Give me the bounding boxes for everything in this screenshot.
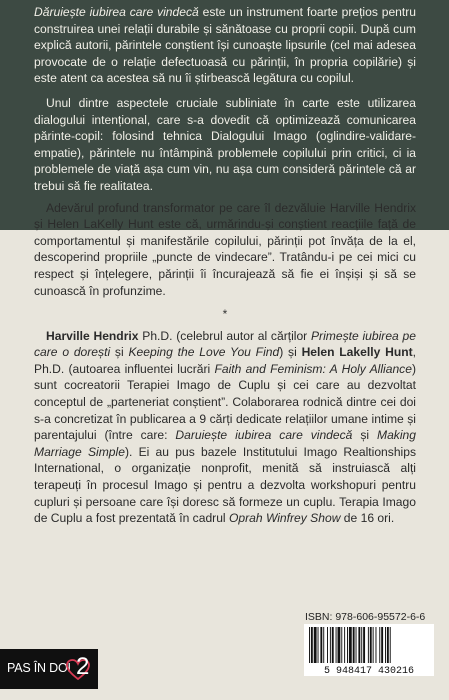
barcode: [304, 624, 434, 676]
barcode-bar: [314, 627, 317, 663]
barcode-bar: [332, 627, 334, 663]
barcode-bar: [320, 627, 322, 663]
bio-text-4: , Ph.D. (autoarea influentei lucrări: [34, 345, 416, 376]
barcode-bar: [353, 627, 355, 663]
barcode-bar: [318, 627, 319, 663]
tv-show-title: Oprah Winfrey Show: [228, 511, 341, 526]
intro-paragraph-1-text: este un instrument foarte prețios pentru construirea unei relații durabile și sănătoase cu proprii copii. După cum explică autorii, părintele conștient își cunoaște lipsurile (cel mai adesea provocate de o relație defectuoasă cu părinții, în propria copilărie) și este atent ca acestea să nu îi știrbească legătura cu copilul.: [34, 5, 417, 86]
intro-paragraph-3: Adevărul profund transformator pe care îl dezvăluie Harville Hendrix și Helen LaKelly Hunt este că, urmărindu-și conștient reacțiile față de comportamentul și manifestările copilului, părinții pot învăța de la el, descoperind propriile „puncte de vindecare”. Tratându-i pe cei mici cu respect și înțelegere, părinții îi încurajează să fie ei înșiși și să se cunoască în profunzime.: [34, 200, 416, 298]
barcode-bar: [311, 627, 313, 663]
barcode-bar: [373, 627, 374, 663]
barcode-bar: [336, 627, 337, 663]
section-divider: *: [222, 307, 228, 322]
book-title-5: Making Marriage Simple: [34, 428, 416, 459]
logo-number: 2: [76, 653, 90, 680]
bio-text-5: ) sunt cocreatorii Terapiei Imago de Cuplu și cei care au dezvoltat conceptul de „parteneriat conștient”. Colaborarea rodnică dintre cei doi s-a concretizat în publicarea a 9 cărți dedicate relațiilor umane intime și parentajului (între care:: [34, 361, 416, 443]
barcode-bar: [358, 627, 360, 663]
barcode-bar: [368, 627, 369, 663]
bio-text-7: ). Ei au pus bazele Institutului Imago Realtionships International, o organizație nonprofit, menită să instruiască alți terapeuți în procesul Imago și pentru a dezvolta workshopuri pentru cupluri și persoane care își doresc să formeze un cuplu. Terapia Imago de Cuplu a fost prezentată în cadrul: [34, 444, 417, 526]
barcode-number: 5 948417 430216: [323, 666, 415, 676]
barcode-bar: [381, 627, 383, 663]
bio-text-2: și: [110, 345, 129, 360]
barcode-bar: [349, 627, 352, 663]
barcode-bar: [309, 627, 310, 663]
book-title: Dăruiește iubirea care vindecă: [34, 5, 199, 19]
text-content: [34, 4, 416, 527]
intro-paragraph-1: [34, 4, 416, 87]
barcode-bar: [387, 627, 389, 663]
barcode-bar: [376, 627, 377, 663]
barcode-bar: [338, 627, 341, 663]
barcode-bar: [361, 627, 362, 663]
authors-bio: [34, 328, 416, 527]
intro-paragraph-2: Unul dintre aspectele cruciale subliniate în carte este utilizarea dialogului intențional, care s-a dovedit că optimizează comunicarea părinte-copil: folosind tehnica Dialogului Imago (oglindire-validare-empatie), părintele nu întâmpină problemele copilului prin critici, ci ia problemele de viață așa cum vin, nu așa cum consideră părintele că ar trebui să fie realitatea.: [34, 95, 416, 193]
barcode-bar: [327, 627, 328, 663]
bio-text-6: și: [352, 428, 377, 443]
barcode-bar: [356, 627, 357, 663]
bio-text-1: Ph.D. (celebrul autor al cărților: [138, 328, 311, 343]
bio-text-8: de 16 ori.: [340, 511, 395, 526]
barcode-bar: [330, 627, 331, 663]
bio-text-3: ) și: [279, 345, 302, 360]
barcode-bar: [347, 627, 348, 663]
author-2-name: Helen Lakelly Hunt: [301, 345, 413, 360]
barcode-bar: [370, 627, 372, 663]
barcode-bar: [344, 627, 345, 663]
book-title-3: Faith and Feminism: A Holy Alliance: [214, 361, 412, 376]
barcode-bar: [341, 627, 342, 663]
barcode-bar: [323, 627, 324, 663]
barcode-bar: [390, 627, 391, 663]
book-title-4: Daruiește iubirea care vindecă: [175, 428, 353, 443]
publisher-logo: [0, 649, 98, 689]
isbn-label: ISBN: 978-606-95572-6-6: [305, 611, 426, 623]
logo-text: PAS ÎN DOI: [7, 661, 71, 675]
barcode-bar: [363, 627, 365, 663]
bio-paragraph: [34, 328, 416, 527]
book-title-1: Primește iubirea pe care o dorești: [34, 328, 416, 360]
barcode-bar: [379, 627, 380, 663]
barcode-bar: [385, 627, 386, 663]
book-title-2: Keeping the Love You Find: [128, 345, 280, 360]
author-1-name: Harville Hendrix: [46, 328, 139, 343]
